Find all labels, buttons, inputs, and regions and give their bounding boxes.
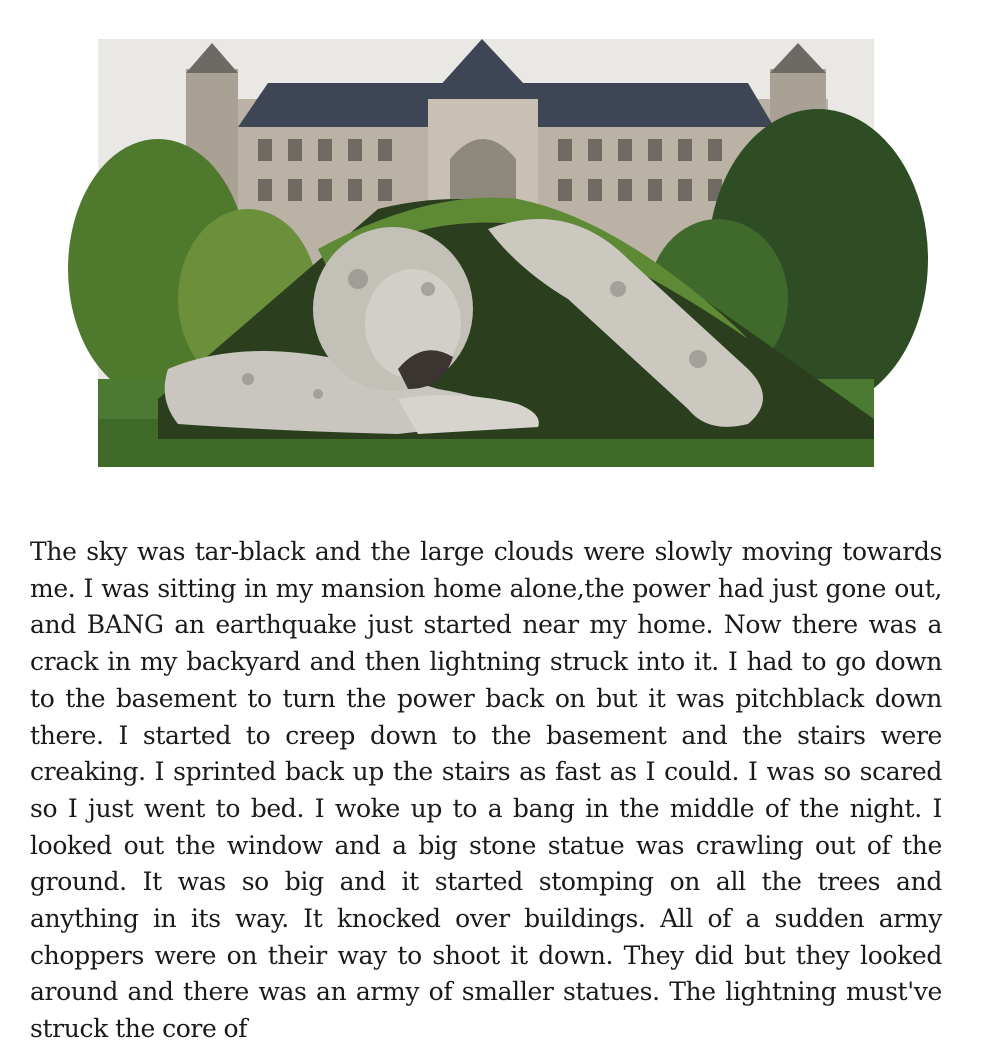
statue-photo	[98, 39, 874, 467]
story-text: The sky was tar-black and the large clouds were slowly moving towards me. I was sitting in my mansion home alone,the power had just gone out, and BANG an earthquake just started near my home. Now there was a crack in my backyard and then lightning struck into it. I had to go down to the basement to turn the power back on but it was pitchblack down there. I started to creep down to the basement and the stairs were creaking. I sprinted back up the stairs as fast as I could. I was so scared so I just went to bed. I woke up to a bang in the middle of the night. I looked out the window and a big stone statue was crawling out of the ground. It was so big and it started stomping on all the trees and anything in its way. It knocked over buildings. All of a sudden army choppers were on their way to shoot it down. They did but they looked around and there was an army of smaller statues. The lightning must've struck the core of	[30, 537, 942, 1044]
statue-photo-drawing	[98, 39, 874, 467]
